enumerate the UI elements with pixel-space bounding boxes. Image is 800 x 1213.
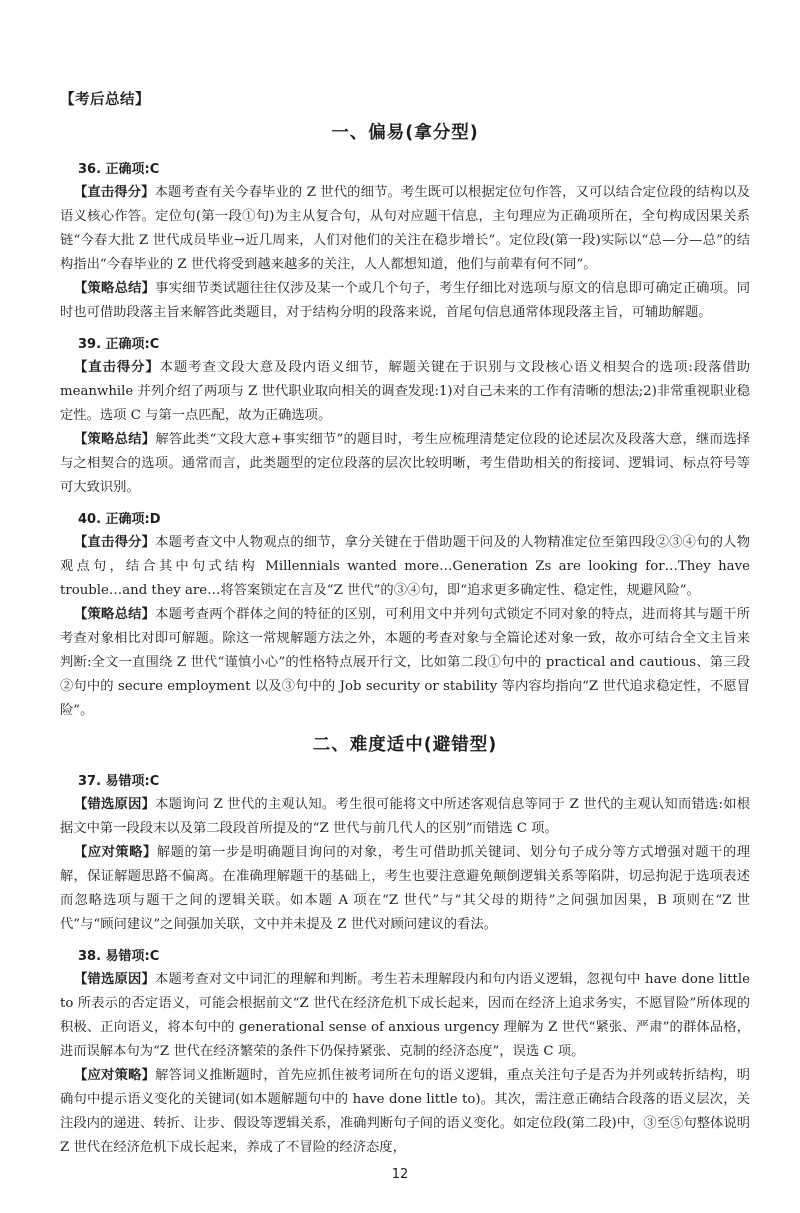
para-tag: 【策略总结】	[74, 607, 156, 622]
answer-label: 36. 正确项:C	[78, 162, 160, 177]
para-text: 本题考查对文中词汇的理解和判断。考生若未理解段内和句内语义逻辑，忽视句中 have done little to 所表示的否定语义，可能会根据前文“Z 世代在经济危机下成长起来，因而在经济上追求务实，不愿冒险”所体现的积极、正向语义，将本句中的 generational sense of anxious urgency 理解为 Z 世代“紧张、严肃”的群体品格，进而误解本句为“Z 世代在经济繁荣的条件下仍保持紧张、克制的经济态度”，误选 C 项。	[60, 972, 750, 1059]
section-title-medium: 二、难度适中(避错型)	[312, 735, 498, 755]
para-tag: 【错选原因】	[74, 797, 156, 812]
question-37	[60, 770, 750, 937]
para-tag: 【直击得分】	[74, 185, 155, 200]
answer-label: 39. 正确项:C	[78, 337, 160, 352]
paragraph	[60, 968, 750, 1064]
paragraph	[60, 841, 750, 937]
paragraph	[60, 428, 750, 500]
question-39	[60, 333, 750, 500]
page-content	[60, 88, 750, 1168]
para-text: 本题考查两个群体之间的特征的区别，可利用文中并列句式锁定不同对象的特点，进而将其与题干所考查对象相比对即可解题。除这一常规解题方法之外，本题的考查对象与全篇论述对象一致，故亦可结合全文主旨来判断:全文一直围绕 Z 世代“谨慎小心”的性格特点展开行文，比如第二段①句中的 practical and cautious、第三段②句中的 secure employment 以及③句中的 Job security or stability 等内容均指向“Z 世代追求稳定性，不愿冒险”。	[60, 607, 751, 718]
para-text: 本题考查文中人物观点的细节，拿分关键在于借助题干问及的人物精准定位至第四段②③④句的人物观点句，结合其中句式结构 Millennials wanted more…Generation Zs are looking for…They have trouble…and they are…将答案锁定在言及“Z 世代”的③④句，即“追求更多确定性、稳定性，规避风险”。	[60, 535, 751, 598]
paragraph	[60, 181, 750, 277]
paragraph	[60, 531, 750, 603]
section-title-easy: 一、偏易(拿分型)	[331, 123, 479, 143]
para-text: 本题考查文段大意及段内语义细节，解题关键在于识别与文段核心语义相契合的选项:段落借助 meanwhile 并列介绍了两项与 Z 世代职业取向相关的调查发现:1)对自己未来的工作有清晰的想法;2)非常重视职业稳定性。选项 C 与第一点匹配，故为正确选项。	[60, 360, 751, 423]
para-text: 本题考查有关今春毕业的 Z 世代的细节。考生既可以根据定位句作答，又可以结合定位段的结构以及语义核心作答。定位句(第一段①句)为主从复合句，从句对应题干信息，主句理应为正确项所在，全句构成因果关系链“今春大批 Z 世代成员毕业→近几周来，人们对他们的关注在稳步增长”。定位段(第一段)实际以“总—分—总”的结构指出“今春毕业的 Z 世代将受到越来越多的关注，人人都想知道，他们与前辈有何不同”。	[60, 185, 750, 272]
para-text: 解答词义推断题时，首先应抓住被考词所在句的语义逻辑，重点关注句子是否为并列或转折结构，明确句中提示语义变化的关键词(如本题解题句中的 have done little to)。其次，需注意正确结合段落的语义层次，关注段内的递进、转折、让步、假设等逻辑关系，准确判断句子间的语义变化。如定位段(第二段)中，③至⑤句整体说明 Z 世代在经济危机下成长起来，养成了不冒险的经济态度，	[60, 1068, 751, 1155]
paragraph	[60, 356, 750, 428]
para-text: 事实细节类试题往往仅涉及某一个或几个句子，考生仔细比对选项与原文的信息即可确定正确项。同时也可借助段落主旨来解答此类题目，对于结构分明的段落来说，首尾句信息通常体现段落主旨，可辅助解题。	[60, 281, 751, 320]
para-text: 解答此类“文段大意+事实细节”的题目时，考生应梳理清楚定位段的论述层次及段落大意，继而选择与之相契合的选项。通常而言，此类题型的定位段落的层次比较明晰，考生借助相关的衔接词、逻辑词、标点符号等可大致识别。	[60, 432, 750, 495]
question-40	[60, 508, 750, 723]
answer-label: 37. 易错项:C	[78, 774, 160, 789]
answer-label: 40. 正确项:D	[78, 512, 161, 527]
para-text: 解题的第一步是明确题目询问的对象，考生可借助抓关键词、划分句子成分等方式增强对题干的理解，保证解题思路不偏离。在准确理解题干的基础上，考生也要注意避免颠倒逻辑关系等陷阱，切忌拘泥于选项表述而忽略选项与题干之间的逻辑关联。如本题 A 项在“Z 世代”与“其父母的期待”之间强加因果，B 项则在“Z 世代”与“顾问建议”之间强加关联，文中并未提及 Z 世代对顾问建议的看法。	[60, 845, 751, 932]
page-number: 12	[391, 1167, 409, 1182]
paragraph	[60, 793, 750, 841]
para-tag: 【直击得分】	[74, 535, 156, 550]
para-tag: 【策略总结】	[74, 281, 156, 296]
paragraph	[60, 1064, 750, 1160]
para-tag: 【应对策略】	[74, 845, 157, 860]
para-tag: 【策略总结】	[74, 432, 156, 447]
question-36	[60, 158, 750, 325]
paragraph	[60, 603, 750, 723]
para-tag: 【应对策略】	[74, 1068, 156, 1083]
para-tag: 【直击得分】	[74, 360, 160, 375]
summary-header: 【考后总结】	[60, 92, 150, 108]
question-38	[60, 945, 750, 1160]
paragraph	[60, 277, 750, 325]
para-text: 本题询问 Z 世代的主观认知。考生很可能将文中所述客观信息等同于 Z 世代的主观认知而错选:如根据文中第一段段末以及第二段段首所提及的“Z 世代与前几代人的区别”而错选 C 项。	[60, 797, 751, 836]
para-tag: 【错选原因】	[74, 972, 155, 987]
answer-label: 38. 易错项:C	[78, 949, 160, 964]
